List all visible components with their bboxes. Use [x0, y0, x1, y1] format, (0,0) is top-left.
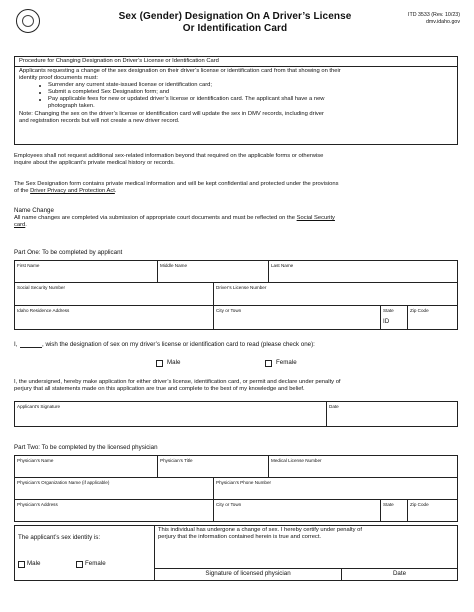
physician-date-label: Date: [392, 570, 407, 577]
organization-label: Physician’s Organization Name (if applicable): [17, 480, 110, 485]
physician-female-label: Female: [85, 560, 106, 567]
physician-zip-label: Zip Code: [410, 502, 429, 507]
physician-title-input[interactable]: [159, 464, 267, 476]
first-name-label: First Name: [17, 263, 40, 268]
applicant-date-input[interactable]: [328, 410, 456, 426]
ssn-label: Social Security Number: [17, 285, 65, 290]
website: dmv.idaho.gov: [425, 19, 460, 25]
applicant-signature-box: [14, 401, 458, 427]
physician-male-label: Male: [27, 560, 41, 567]
sex-identity-label: The applicant’s sex identity is:: [18, 534, 101, 541]
dl-number-input[interactable]: [215, 291, 456, 304]
residence-address-label: Idaho Residence Address: [17, 308, 70, 313]
applicant-date-label: Date: [329, 404, 339, 409]
physician-city-input[interactable]: [215, 508, 379, 520]
part-one-heading: Part One: To be completed by applicant: [14, 249, 123, 256]
privacy-notice-line1: The Sex Designation form contains private medical information and will be kept confidential and protected under the provisions: [14, 181, 339, 187]
physician-date-input[interactable]: [343, 546, 456, 567]
physician-certification-box: [14, 525, 458, 581]
last-name-label: Last Name: [271, 263, 294, 268]
state-label: State: [383, 308, 394, 313]
idaho-seal-icon: [16, 9, 40, 33]
procedure-intro-line1: Applicants requesting a change of the sex designation on their driver’s license or identification card from that showing on their: [19, 68, 341, 74]
bullet-icon: [39, 85, 41, 87]
dl-number-label: Driver’s License Number: [216, 285, 267, 290]
middle-name-label: Middle Name: [160, 263, 188, 268]
procedure-bullet-2: Submit a completed Sex Designation form; and: [48, 89, 170, 95]
first-name-input[interactable]: [16, 269, 156, 281]
zip-label: Zip Code: [410, 308, 429, 313]
physician-info-grid: [14, 455, 458, 522]
social-security-card-link[interactable]: card: [14, 222, 26, 228]
procedure-bullet-3: Pay applicable fees for new or updated driver’s license or identification card. The applicant shall have a new: [48, 96, 325, 102]
affirmation-line2: perjury that all statements made on this application are true and complete to the best of my knowledge and belief.: [14, 386, 305, 392]
physician-signature-input[interactable]: [156, 546, 340, 567]
applicant-name-blank[interactable]: [20, 347, 42, 348]
form-title-line2: Or Identification Card: [182, 23, 288, 34]
procedure-note-line2: and registration records but will not create a new driver record.: [19, 118, 180, 124]
physician-city-label: City or Town: [216, 502, 242, 507]
physician-male-checkbox[interactable]: [18, 561, 25, 568]
signature-line: [155, 568, 457, 569]
social-security-link[interactable]: Social Security: [296, 215, 335, 221]
procedure-intro-line2: identity proof documents must:: [19, 75, 98, 81]
zip-input[interactable]: [409, 314, 456, 328]
applicant-info-grid: [14, 260, 458, 330]
physician-name-label: Physician’s Name: [17, 458, 54, 463]
procedure-bullet-1: Surrender any current state-issued license or identification card;: [48, 82, 213, 88]
procedure-bullet-3-cont: photograph taken.: [48, 103, 95, 109]
male-label: Male: [167, 359, 181, 366]
physician-state-input[interactable]: [382, 508, 406, 520]
physician-address-input[interactable]: [16, 508, 212, 520]
physician-zip-input[interactable]: [409, 508, 456, 520]
physician-phone-label: Physician’s Phone Number: [216, 480, 272, 485]
dppa-link[interactable]: Driver Privacy and Protection Act: [30, 188, 115, 194]
license-number-label: Medical License Number: [271, 458, 322, 463]
state-value: ID: [383, 318, 390, 325]
part-two-heading: Part Two: To be completed by the licensed physician: [14, 444, 158, 451]
name-change-line1: All name changes are completed via submission of appropriate court documents and must be reflected on the Social Security: [14, 215, 335, 221]
procedure-heading: Procedure for Changing Designation on Driver’s License or Identification Card: [19, 58, 219, 64]
procedure-note-line1: Note: Changing the sex on the driver’s license or identification card will update the sex in DMV records, including driver: [19, 111, 324, 117]
last-name-input[interactable]: [270, 269, 456, 281]
employee-notice-line2: inquire about the applicant’s private medical history or records.: [14, 160, 175, 166]
affirmation-line1: I, the undersigned, hereby make application for either driver’s license, identification card, or permit and declare under penalty of: [14, 379, 341, 385]
name-change-heading: Name Change: [14, 207, 54, 214]
physician-title-label: Physician’s Title: [160, 458, 193, 463]
privacy-notice-line2: of the Driver Privacy and Protection Act.: [14, 188, 117, 194]
physician-signature-label: Signature of licensed physician: [205, 570, 291, 577]
physician-state-label: State: [383, 502, 394, 507]
form-title-line1: Sex (Gender) Designation On A Driver’s License: [118, 11, 352, 22]
physician-phone-input[interactable]: [215, 486, 456, 498]
procedure-divider: [15, 66, 457, 67]
residence-address-input[interactable]: [16, 314, 212, 328]
female-checkbox[interactable]: [265, 360, 272, 367]
physician-female-checkbox[interactable]: [76, 561, 83, 568]
declaration-text: , wish the designation of sex on my driver’s license or identification card to read (please check one):: [42, 341, 315, 348]
name-change-line2: card.: [14, 222, 27, 228]
form-number: ITD 3533 (Rev. 10/23): [407, 12, 460, 18]
organization-input[interactable]: [16, 486, 212, 498]
physician-address-label: Physician’s Address: [17, 502, 58, 507]
applicant-signature-label: Applicant’s Signature: [17, 404, 61, 409]
applicant-signature-input[interactable]: [16, 410, 324, 426]
declaration-i: I,: [14, 341, 18, 348]
certification-line2: perjury that the information contained herein is true and correct.: [158, 534, 322, 540]
city-label: City or Town: [216, 308, 242, 313]
ssn-input[interactable]: [16, 291, 212, 304]
bullet-icon: [39, 92, 41, 94]
bullet-icon: [39, 99, 41, 101]
procedure-box: [14, 56, 458, 145]
license-number-input[interactable]: [270, 464, 456, 476]
middle-name-input[interactable]: [159, 269, 267, 281]
city-input[interactable]: [215, 314, 379, 328]
employee-notice-line1: Employees shall not request additional sex-related information beyond that required on the applicable forms or otherwise: [14, 153, 324, 159]
male-checkbox[interactable]: [156, 360, 163, 367]
female-label: Female: [276, 359, 297, 366]
physician-name-input[interactable]: [16, 464, 156, 476]
certification-line1: This individual has undergone a change of sex. I hereby certify under penalty of: [158, 527, 362, 533]
